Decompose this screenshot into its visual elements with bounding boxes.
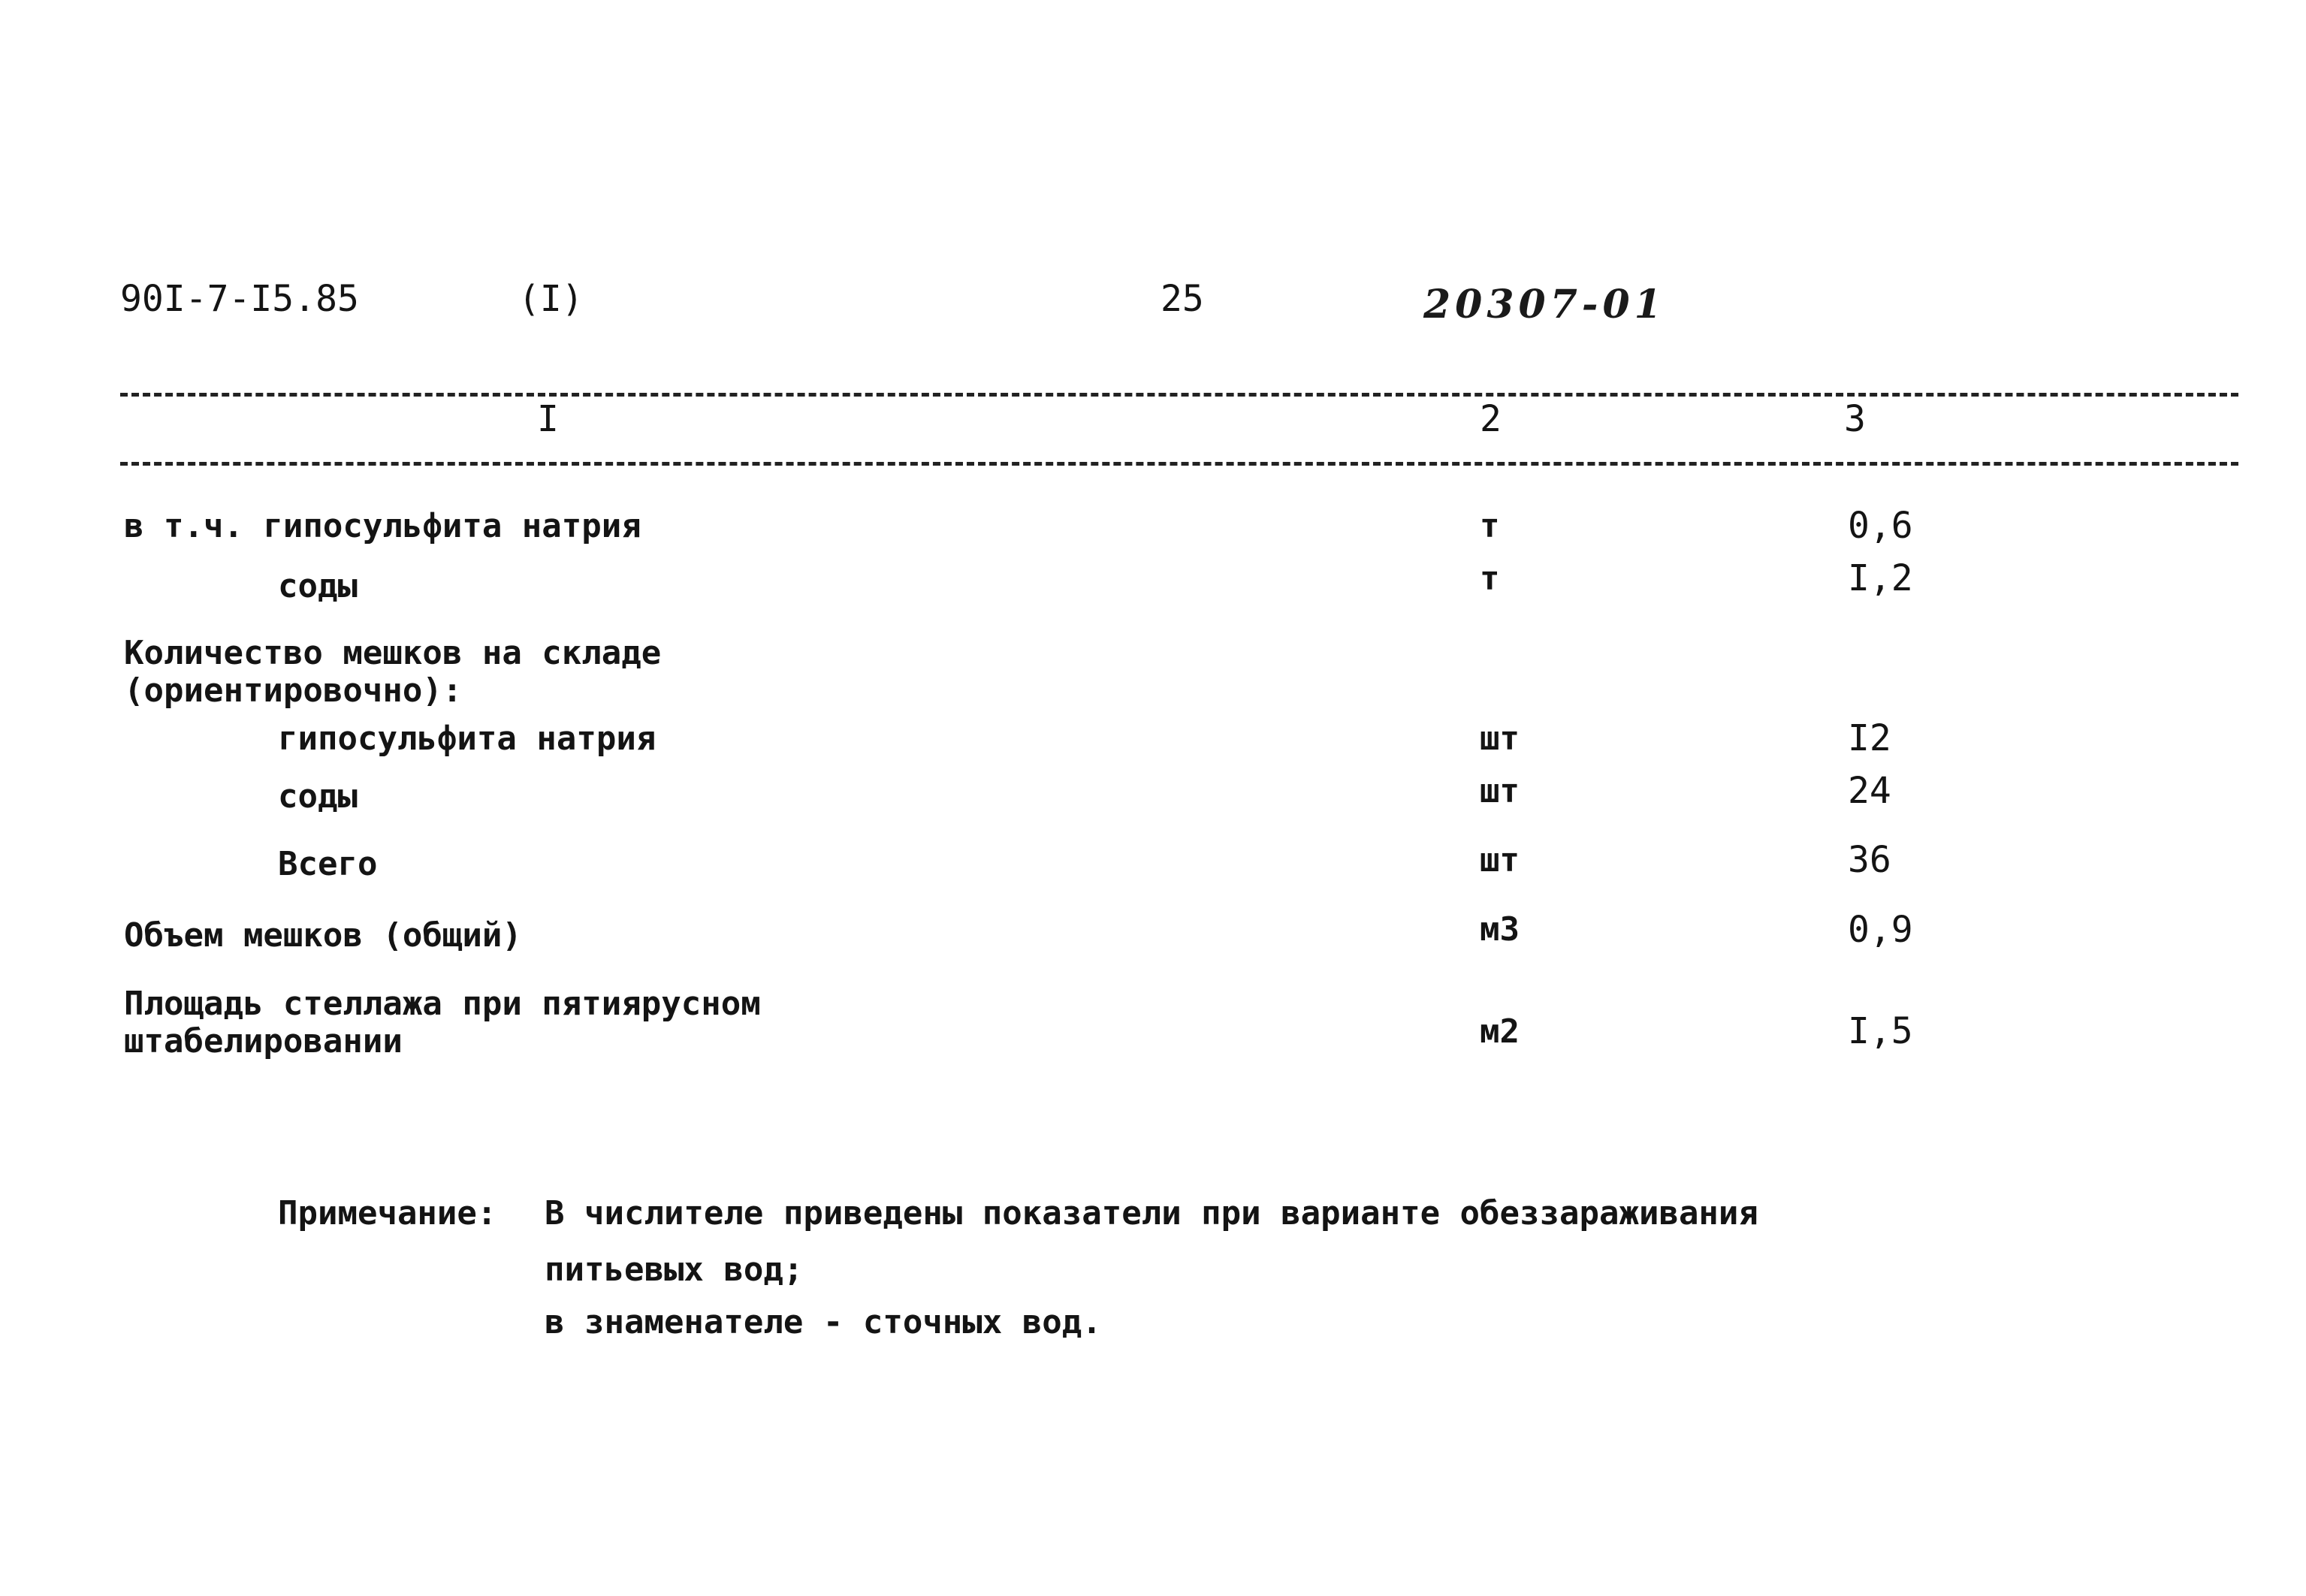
row-value: 36	[1848, 839, 1891, 881]
row-label: Объем мешков (общий)	[124, 916, 522, 955]
column-header-2: 2	[1480, 398, 1502, 440]
row-unit: шт	[1480, 720, 1520, 758]
note-title: Примечание:	[278, 1194, 497, 1232]
row-unit: м2	[1480, 1012, 1520, 1051]
row-value: 0,6	[1848, 505, 1913, 547]
handwritten-inventory-number: 20307-01	[1423, 282, 1666, 327]
document-code: 90I-7-I5.85	[120, 278, 359, 320]
column-header-1: I	[537, 398, 559, 440]
row-unit: т	[1480, 560, 1500, 598]
note-line-2: питьевых вод;	[545, 1251, 804, 1289]
row-value: I,2	[1848, 557, 1913, 599]
row-label-continued: штабелировании	[124, 1022, 403, 1060]
row-value: I2	[1848, 717, 1891, 759]
row-label: Площадь стеллажа при пятиярусном	[124, 985, 761, 1023]
table-top-rule	[120, 393, 2238, 397]
section-heading	[124, 635, 661, 710]
part-number: (I)	[518, 278, 584, 320]
row-value: 24	[1848, 770, 1891, 812]
row-label: соды	[278, 777, 358, 816]
row-value: I,5	[1848, 1010, 1913, 1052]
row-label: соды	[278, 567, 358, 605]
row-label: Количество мешков на складе	[124, 634, 662, 672]
row-unit: шт	[1480, 772, 1520, 810]
page-number: 25	[1161, 278, 1204, 320]
row-label-continued: (ориентировочно):	[124, 671, 463, 710]
table-header-rule	[120, 462, 2238, 466]
row-label: Всего	[278, 845, 378, 883]
row-value: 0,9	[1848, 909, 1913, 951]
note-line-1: В числителе приведены показатели при варианте обеззараживания	[545, 1194, 1758, 1232]
column-header-3: 3	[1844, 398, 1866, 440]
row-unit: м3	[1480, 910, 1520, 949]
row-label: гипосульфита натрия	[278, 720, 656, 758]
row-label: в т.ч. гипосульфита натрия	[124, 507, 641, 545]
row-unit: шт	[1480, 841, 1520, 879]
row-unit: т	[1480, 507, 1500, 545]
note-line-3: в знаменателе - сточных вод.	[545, 1303, 1102, 1341]
row-label-block	[124, 985, 761, 1060]
